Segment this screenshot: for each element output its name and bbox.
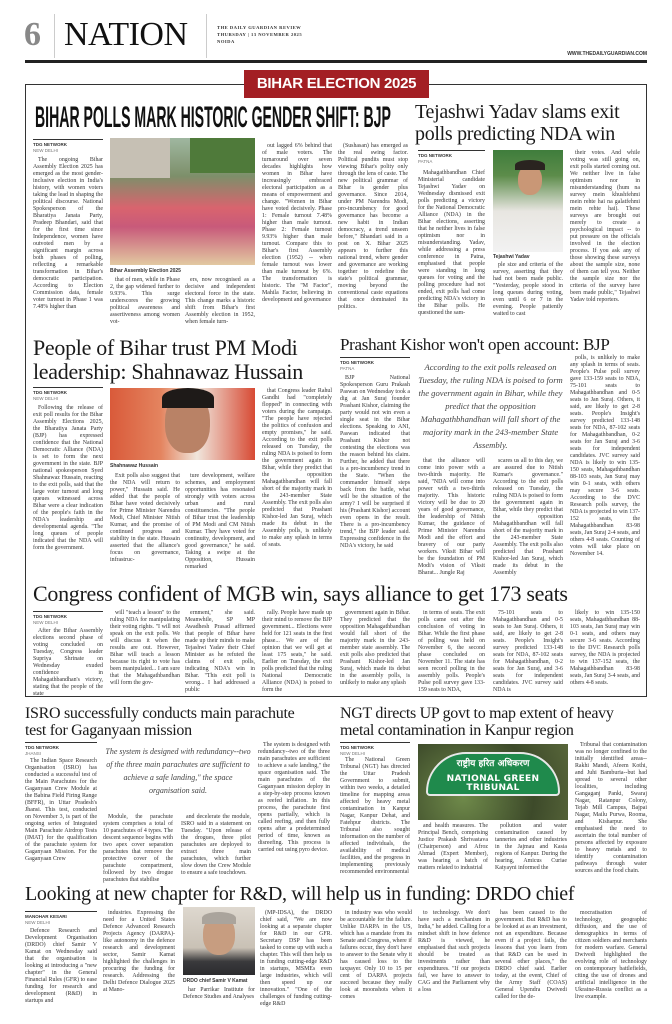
article-column: mocratisation of technology, geographic diffusion, and the use of demographics in terms of citizen soldiers and merchants for modern warfare. General Dwivedi highlighted the evolving role of technology on contemporary battlefields, citing the use of drones and artificial intelligence in the Ukraine-Russia conflict as a live example. bbox=[575, 910, 647, 1000]
section-banner: BIHAR ELECTION 2025 bbox=[244, 70, 429, 98]
article-column: After the Bihar Assembly elections second phase of voting concluded on Tuesday, Congress leader Supriya Shrinate on Wednesday exuded confidence in Mahagathbandhan's victory, stating that the people of the state bbox=[33, 628, 103, 697]
pull-quote: The system is designed with redundancy--two of the three main parachutes are sufficient to achieve a safe landing," the space organisation said. bbox=[105, 747, 251, 795]
headline-line: NGT directs UP govt to map extent of heavy bbox=[340, 705, 614, 722]
byline: TDG NETWORK NEW DELHI bbox=[340, 742, 410, 756]
headline-line: metal contamination in Kanpur region bbox=[340, 722, 574, 739]
article-column: BJP National Spokesperson Guru Prakash Paswan on Wednesday took a dig at Jan Suraj founder Prashant Kishor, claiming the party would not win even a single seat in the Bihar elections. Speaking to ANI, Paswan indicated that Prashant Kishor not contesting the elections was the reason behind his claim. Further, he added that there is a pro-incumbency trend in the State. "When the commander himself steps back from the battle, what will be the situation of the army? I will be surprised if his (Prashant Kishor) account even opens in the result. There is a pro-incumbency trend," the BJP leader said. Expressing confidence in the NDA's victory, he said bbox=[340, 375, 410, 549]
article-column: ernment," she said. Meanwhile, SP MP Awadhesh Prasad affirmed that people of Bihar have made up their minds to make Tejashwi Yadav their Chief Minister as he refuted the claims of exit polls, indicating NDA's win in Bihar. "This exit poll is wrong... I had addressed a public bbox=[185, 610, 255, 693]
byline: TDG NETWORK PATNA bbox=[418, 150, 485, 164]
website-link[interactable]: WWW.THEDAILYGUARDIAN.COM bbox=[567, 51, 647, 57]
article-column: ture development, welfare schemes, and employment opportunities has resonated strongly with voters across urban and rural constituencies. "The people of Bihar trust the leadership of PM Modi and CM Nitish Kumar. They have voted for continuity, development, and good governance," he said. Taking a swipe at the Opposition, Hussain remarked bbox=[185, 473, 255, 570]
article-column: government again in Bihar. They predicted that the opposition Mahagathbandhan would fall short of the majority mark in the 243-member state assembly. The exit polls also predicted that Prashant Kishor-led Jan Suraj, which made its debut in the assembly polls, is unlikely to make any splash bbox=[340, 610, 410, 686]
headline-line: People of Bihar trust PM Modi bbox=[33, 335, 298, 360]
headline-line: leadership: Shahnawaz Hussain bbox=[33, 359, 303, 384]
byline: TDG NETWORK NEW DELHI bbox=[33, 387, 103, 401]
byline: TDG NETWORK JHANSI bbox=[25, 742, 97, 756]
headline-isro bbox=[25, 705, 294, 739]
city: NOIDA bbox=[217, 39, 235, 44]
article-column: The ongoing Bihar Assembly Election 2025 has emerged as the most gender-inclusive election in India's history, with women voters taking the lead in shaping the political discourse. National Spokesperson of the Bharatiya Janata Party, Pradeep Bhandari, said that for the first time since Independence, women have outvoted men by a significant margin across both phases of polling, reflecting a remarkable transformation in Bihar's democratic participation. According to Election Commission data, female voter turnout in Phase 1 was 7.48% higher than bbox=[33, 157, 103, 310]
article-column: that Congress leader Rahul Gandhi had "completely flopped" in connecting with voters during the campaign. "The people have rejected the politics of confusion and empty promises," he said. According to the exit polls released on Tuesday, the ruling NDA is poised to form the government again in Bihar, while they predict that the opposition Mahagathbandhan will fall short of the majority mark in the 243-member State Assembly. The exit polls also predicted that Prashant Kishor-led Jan Suraj, which made its debut in the Assembly polls, is unlikely to make any splash in terms of seats. bbox=[262, 388, 332, 548]
article-column: their votes. And while voting was still going on, exit polls started coming out. We neither live in false optimism nor in misunderstanding (hum na survey mein khushfehmi mein rehte hai na galatfehmi mein rehte hai). These surveys are brought out merely to create a psychological impact -- to put pressure on the officials involved in the election process. If you ask any of those showing these surveys about the sample size, none of them can tell you. Neither the sample size nor the criteria of the survey have been made public," Tejashwi Yadav told reporters. bbox=[570, 150, 640, 303]
byline: MANOHAR KESARI NEW DELHI bbox=[25, 911, 97, 925]
article-column: The system is designed with redundancy--two of the three main parachutes are sufficient to achieve a safe landing," the space organisation said. The main parachutes of the Gaganyaan mission deploy in a step-by-step process known as reefed inflation. In this process, the parachute first opens partially, which is called reefing, and then fully opens after a predetermined period of time, known as disreefing. This process is carried out using pyro device. bbox=[258, 742, 330, 853]
sign-text: NATIONAL GREEN TRIBUNAL bbox=[446, 774, 540, 793]
photo-caption: Shahnawaz Hussain bbox=[110, 463, 159, 469]
section-title: NATION bbox=[64, 16, 188, 53]
photo-caption: Tejashwi Yadav bbox=[493, 254, 530, 260]
headline-line: polls predicting NDA win bbox=[415, 123, 616, 145]
article-column: rally. People have made up their mind to remove the BJP government... Elections were held for 121 seats in the first phase... We are of the opinion that we will get at least 175 seats," he said. Earlier on Tuesday, the exit polls predicted that the ruling National Democratic Alliance (NDA) is poised to form the bbox=[262, 610, 332, 693]
byline: TDG NETWORK NEW DELHI bbox=[33, 139, 103, 153]
ngt-signboard-photo bbox=[418, 744, 568, 820]
article-column: Defence Research and Development Organisation (DRDO) chief Samir V Kamat on Wednesday said that the organisation is looking at introducing a "new chapter" in the General Financial Rules (GFR) to ease funding for research and development (R&D) in startups and bbox=[25, 928, 97, 1004]
article-column: polls, is unlikely to make any splash in terms of seats. People's Pulse poll survey gave 133-159 seats to NDA, 75-101 seats to Mahagathbandhan and 0-5 seats to Jan Suraj. Others, it said, are likely to get 2-8 seats. People's Insight's survey predicted 133-148 seats for NDA, 87-102 seats for Mahagathbandhan, 0-2 seats for Jan Suraj and 3-6 seats for independent candidates. JVC survey said NDA is likely to win 135-150 seats, Mahagathbandhan 88-103 seats, Jan Suraj may win 0-1 seats, with others may secure 3-6 seats. According to the DVC Research polls survey, the NDA is projected to win 137-152 seats, the Mahagathbandhan 83-98 seats, Jan Suraj 2-4 seats, and others 4-8 seats. Counting of votes will take place on November 14. bbox=[570, 355, 640, 557]
article-column: The Indian Space Research Organisation (ISRO) has conducted a successful test of the Main Parachutes for the Gaganyaan Crew Module at the Babina Field Firing Range (BFFR), in Uttar Pradesh's Jhansi. This test, conducted on November 3, is part of the ongoing series of Integrated Main Parachute Airdrop Tests (IMAT) for the qualification of the parachute system for Gaganyaan Mission. For the Gaganyaan Crew bbox=[25, 758, 97, 862]
article-column: will "teach a lesson" to the ruling NDA for manipulating their voting rights. "I will not speak on the exit polls. We will discuss it when the results are out. However, Bihar will teach a lesson because its right to vote has been manipulated... I am sure that the Mahagathbandhan will form the gov- bbox=[110, 610, 180, 686]
article-column: har Parrikar Institute for Defence Studies and Analyses bbox=[183, 987, 255, 1000]
headline-congress: Congress confident of MGB win, says alliance to get 173 seats bbox=[33, 581, 568, 606]
ngt-sign-arch bbox=[426, 752, 560, 796]
byline: TDG NETWORK PATNA bbox=[340, 357, 410, 371]
article-column: in industry was who would be accountable for the failure. Unlike DARPA in the US, which has a mandate from its Senate and Congress, where if failures occur, they don't have to answer to the Senate why it has caused loss to the taxpayer. Only 10 to 15 per cent of DARPA projects succeed because they really look at moonshots when it comes bbox=[340, 910, 412, 1000]
samir-kamat-photo bbox=[183, 907, 255, 975]
article-column: pollution and water contamination caused by tanneries and other industries in the Jajmau and Kasia regions of Kanpur. During the hearing, Amicus Curiae Katyayni informed the bbox=[495, 823, 567, 871]
divider bbox=[54, 14, 55, 58]
article-column: Tribunal that contamination was no longer confined to the initially identified areas--Rakhi Mandi, Afeem Kothi, and Juhi Bamburia--but had spread to several other localities, including Gangaganj Panki, Swaraj Nagar, Ratanpur Colony, Tejab Mill Campus, Bajpai Nagar, Mailu Purwa, Rooma, and Kisharpur. She emphasised the need to ascertain the total number of persons affected by exposure to heavy metals and to identify contamination pathways through water sources and the food chain. bbox=[575, 742, 647, 874]
photo-caption: DRDO chief Samir V Kamat bbox=[183, 978, 248, 984]
article-column: 75-101 seats to Mahagathbandhan and 0-5 seats to Jan Suraj. Others, it said, are likely to get 2-8 seats. People's Insight's survey predicted 133-148 seats for NDA, 87-102 seats for Mahagathbandhan, 0-2 seats for Jan Suraj, and 3-6 seats for independent candidates. JVC survey said NDA is bbox=[493, 610, 563, 693]
headline-line: Tejashwi Yadav slams exit bbox=[415, 101, 620, 123]
article-column: Module, the parachute system comprises a total of 10 parachutes of 4 types. The descent sequence begins with two apex cover separation parachutes that remove the protective cover of the parachute compartment, followed by two drogue parachutes that stabilise bbox=[103, 814, 173, 883]
article-column: and health measures. The Principal Bench, comprising Justice Prakash Shrivastava (Chairperson) and Afroz Ahmad (Expert Member), was hearing a batch of matters related to industrial bbox=[418, 823, 488, 871]
article-column: Exit polls also suggest that the NDA will return to power," Hussain said. He added that the people of Bihar have voted decisively for Prime Minister Narendra Modi, Chief Minister Nitish Kumar, and the promise of continued progress and stability in the state. Hussain asserted that the alliance's focus on governance, infrastruc- bbox=[110, 473, 180, 563]
article-column: (MP-IDSA), the DRDO chief said, "We are now looking at a separate chapter for R&D in our GFR. Secretary DSP has been tasked to come up with such a chapter. This will then help us in funding cutting-edge R&D in startups, MSMEs even large industries, which will then speed up our innovation." "One of the challenges of funding cutting-edge R&D bbox=[260, 910, 332, 1007]
headline-line: test for Gaganyaan mission bbox=[25, 722, 192, 739]
headline-line: ISRO successfully conducts main parachute bbox=[25, 705, 295, 722]
headline-shahnawaz bbox=[33, 336, 303, 384]
page-number: 6 bbox=[24, 16, 41, 53]
article-column: that of men, while in Phase 2, the gap widened further to 9.93%. This surge underscores the growing political awareness and assertiveness among women vot- bbox=[110, 277, 180, 325]
article-column: The National Green Tribunal (NGT) has directed the Uttar Pradesh Government to submit, within two weeks, a detailed timeline for mapping areas affected by heavy metal contamination in Kanpur Nagar, Kanpur Dehat, and Fatehpur districts. The Tribunal also sought information on the number of affected individuals, the availability of medical facilities, and the progress in implementing previously recommended environmental bbox=[340, 757, 410, 875]
sign-text-hindi: राष्ट्रीय हरित अधिकरण bbox=[456, 759, 530, 769]
headline-ngt bbox=[340, 705, 614, 739]
headline-kishor: Prashant Kishor won't open account: BJP bbox=[340, 335, 610, 354]
masthead-rule bbox=[25, 60, 647, 63]
article-column: ple size and criteria of the survey, asserting that they had not been made public. "Yesterday, people stood in long queues during voting, even until 6 or 7 in the evening. People patiently waited to cast bbox=[493, 262, 563, 317]
article-column: in terms of seats. The exit polls came out after the conclusion of voting in Bihar. While the first phase of polling was held on November 6, the second phase concluded on November 11. The state has seen record polling in the assembly polls. People's Pulse poll survey gave 133-159 seats to NDA, bbox=[418, 610, 485, 693]
headline-drdo: Looking at new chapter for R&D, will help us in funding: DRDO chief bbox=[25, 883, 575, 905]
paper-name: THE DAILY GUARDIAN REVIEW bbox=[217, 25, 302, 30]
article-column: scares us all to this day, we are assured due to Nitish Kumar's governance." According to the exit polls released on Tuesday, the ruling NDA is poised to form the government again in Bihar, while they predict that the opposition Mahagathbandhan will fall short of the majority mark in the 243-member State Assembly. The exit polls also predicted that Prashant Kishor-led Jan Suraj, which made its debut in the Assembly bbox=[493, 458, 563, 576]
article-column: (Sushasan) has emerged as the real swing factor. Political pundits must stop viewing Bihar's polity only through the lens of caste. The new political grammar of Bihar is gender plus governance. Since 2014, under PM Narendra Modi, pro-incumbency for good governance has become a new habit in Indian democracy, a trend unseen before," Bhandari said in a post on X. Bihar 2025 appears to further this national trend, where gender and governance are working together to redefine the state's political grammar, moving beyond the conventional caste equations that once dominated its politics. bbox=[338, 143, 408, 310]
article-column: and decelerate the module, ISRO said in a statement on Tuesday. "Upon release of the drogues, three pilot parachutes are deployed to extract three main parachutes, which further slow down the Crew Module to ensure a safe touchdown. bbox=[181, 814, 251, 876]
article-column: to technology. We don't have such a mechanism in India," he added. Calling for a mindset shift in how defence R&D is viewed, he emphasised that such projects should be treated as investments rather than expenditures. "If our projects fail, we have to answer to CAG and the Parliament why a loss bbox=[418, 910, 490, 993]
article-column: industries. Expressing the need for a United States Defence Advanced Research Projects Agency (DARPA)-like autonomy in the defence research and development sector, Samir Kamat highlighted the challenges in procuring the funding for research. Addressing the Delhi Defence Dialogue 2025 at Mano- bbox=[103, 910, 175, 993]
headline-gender-shift: BIHAR POLLS MARK HISTORIC GENDER SHIFT: BJP bbox=[35, 101, 391, 134]
article-column: that the alliance will come into power with a two-thirds majority. He said, "NDA will come into power with a two-thirds majority. This historic victory will be due to 20 years of good governance, the leadership of Nitish Kumar, the guidance of Prime Minister Narendra Modi and the effort and bravery of our party workers. Viksit Bihar will be the foundation of PM Modi's vision of Viksit Bharat... Jungle Raj bbox=[418, 458, 485, 576]
photo-caption: Bihar Assembly Election 2025 bbox=[110, 268, 181, 274]
pull-quote: According to the exit polls released on Tuesday, the ruling NDA is poised to form the government again in Bihar, while they predict that the opposition Mahagathbhandhan will fall short of the majority mark in the 243-member State Assembly. bbox=[418, 362, 563, 450]
shahnawaz-hussain-photo bbox=[110, 388, 255, 460]
article-column: out lagged 6% behind that of male voters. The turnaround over seven decades highlights how women in Bihar have increasingly embraced electoral participation as a means of empowerment and change. "Women in Bihar have voted decisively. Phase 1: Female turnout 7.48% higher than male turnout. Phase 2: Female turnout 9.93% higher than male turnout. Compare this to Bihar's first Assembly election (1952) -- when female turnout was lower than male turnout by 6%. The transformation is historic. The "M Factor", Mahila Factor, believing in development and governance bbox=[262, 143, 332, 303]
byline: TDG NETWORK NEW DELHI bbox=[33, 611, 103, 625]
article-column: Following the release of exit poll results for the Bihar Assembly Elections 2025, the Bharatiya Janata Party (BJP) has expressed confidence that the National Democratic Alliance (NDA) is set to form the next government in the state. BJP national spokesperson Syed Shahnawaz Hussain, reacting to the exit polls, said that the large voter turnout and long queues witnessed across Bihar were a clear indication of the people's faith in the NDA's leadership and developmental agenda. "The long queues of people indicated that the NDA will form the government. bbox=[33, 405, 103, 551]
women-voters-photo bbox=[110, 138, 255, 265]
article-column: likely to win 135-150 seats, Mahagathbandhan 88-103 seats, Jan Suraj may win 0-1 seats, and others may secure 3-6 seats. According to the DVC Research polls survey, the NDA is projected to win 137-152 seats, the Mahagathbandhan 83-98 seats, Jan Suraj 3-4 seats, and others 4-8 seats. bbox=[570, 610, 640, 686]
edition-info bbox=[217, 24, 302, 45]
article-column: has been caused to the government. But R&D has to be looked at as an investment, not an expenditure. Because even if a project fails, the lessons that you learn from that R&D can be used in several other places," the DRDO chief said. Earlier today, at the event, Chief of the Army Staff (COAS) General Upendra Dwivedi called for the de- bbox=[495, 910, 567, 1000]
tejashwi-yadav-photo bbox=[493, 150, 563, 252]
headline-tejashwi bbox=[415, 101, 619, 145]
divider bbox=[206, 14, 207, 58]
article-column: ers, now recognised as a decisive and independent electoral force in the state. This change marks a historic shift from Bihar's first Assembly election in 1952, when female turn- bbox=[185, 277, 255, 325]
article-column: Mahagathbandhan Chief Ministerial candidate Tejashwi Yadav on Wednesday dismissed exit polls predicting a victory for the National Democratic Alliance (NDA) in the Bihar elections, asserting that he neither lives in false optimism nor in misunderstanding. Yadav, while addressing a press conference in Patna, emphasised that people were standing in long queues for voting and the polling procedure had not ended, exit polls had come predicting NDA's victory in the Bihar polls. He questioned the sam- bbox=[418, 170, 485, 316]
issue-date: THURSDAY | 13 NOVEMBER 2025 bbox=[217, 32, 303, 37]
